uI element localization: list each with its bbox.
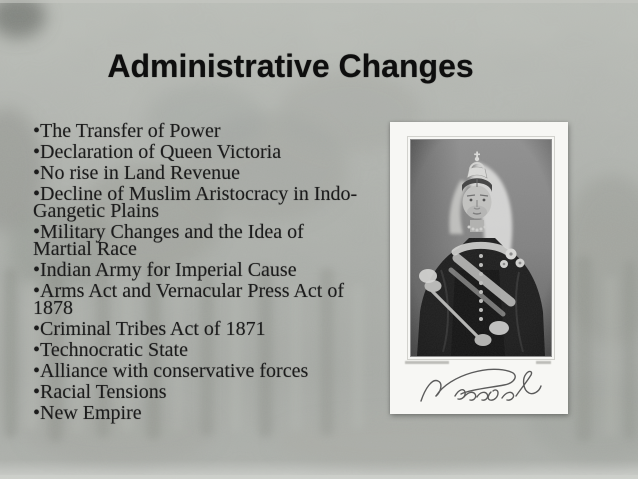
bullet-list — [33, 120, 369, 426]
slide-title: Administrative Changes — [107, 48, 474, 84]
bullet-line: •Decline of Muslim Aristocracy in Indo- — [33, 183, 358, 205]
bullet-line-wrap: Gangetic Plains — [33, 200, 160, 222]
bullet-item — [33, 318, 369, 340]
bullet-line-wrap: 1878 — [33, 297, 73, 319]
victoria-photo-card — [390, 122, 568, 414]
bullet-line: •Military Changes and the Idea of — [33, 221, 304, 243]
bullet-line: •Criminal Tribes Act of 1871 — [33, 318, 266, 340]
bullet-item — [33, 221, 369, 260]
bullet-item — [33, 120, 369, 142]
bullet-item — [33, 183, 369, 222]
bullet-line: •The Transfer of Power — [33, 120, 221, 142]
bullet-item — [33, 162, 369, 184]
bullet-item — [33, 360, 369, 382]
bullet-line-wrap: Martial Race — [33, 238, 137, 260]
bullet-line: •Technocratic State — [33, 339, 188, 361]
bullet-line: •No rise in Land Revenue — [33, 162, 240, 184]
bullet-item — [33, 381, 369, 403]
photographer-credit-mark — [405, 361, 449, 364]
bullet-item — [33, 402, 369, 424]
bullet-line: •Declaration of Queen Victoria — [33, 141, 282, 163]
bullet-line: •Alliance with conservative forces — [33, 360, 309, 382]
printer-credit-mark — [536, 361, 551, 364]
bullet-item — [33, 280, 369, 319]
queen-victoria-portrait — [410, 139, 552, 357]
bullet-line: •Indian Army for Imperial Cause — [33, 259, 297, 281]
victoria-signature — [416, 365, 546, 409]
bullet-item — [33, 141, 369, 163]
bullet-line: •Arms Act and Vernacular Press Act of — [33, 280, 345, 302]
bullet-line: •New Empire — [33, 402, 142, 424]
bullet-item — [33, 259, 369, 281]
bullet-line: •Racial Tensions — [33, 381, 167, 403]
bullet-item — [33, 339, 369, 361]
